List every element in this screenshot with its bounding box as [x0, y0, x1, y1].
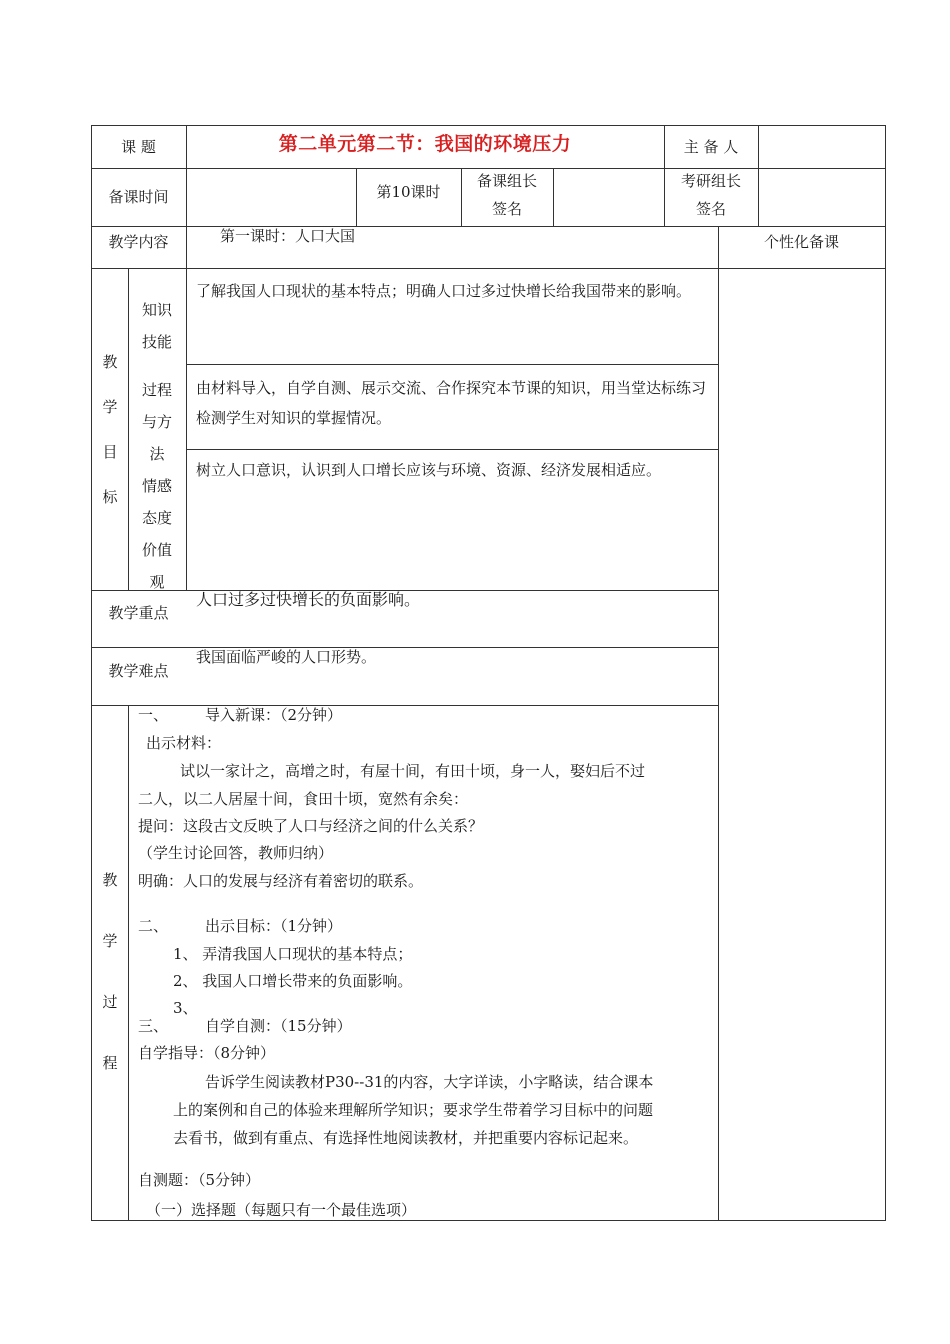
table-border	[91, 1220, 886, 1221]
section1-title: 导入新课：（2分钟）	[205, 706, 343, 724]
attitude-label-line: 价值	[141, 541, 172, 559]
key-point-label: 教学重点	[108, 604, 169, 622]
preparer-label: 主 备 人	[683, 138, 739, 156]
guide-line-3: 去看书，做到有重点、有选择性地阅读教材，并把重要内容标记起来。	[173, 1129, 639, 1147]
goal-item-3: 3、	[173, 999, 198, 1017]
process-method-label-line: 法	[149, 445, 165, 463]
content-value: 第一课时：人口大国	[220, 227, 356, 245]
objectives-char: 教	[102, 353, 118, 371]
table-border	[91, 268, 886, 269]
table-border	[718, 226, 719, 1221]
objectives-char: 标	[102, 488, 118, 506]
material-label: 出示材料：	[146, 734, 222, 752]
section2-title: 出示目标：（1分钟）	[205, 917, 343, 935]
difficulty-label: 教学难点	[108, 662, 169, 680]
goal-item-2: 2、 我国人口增长带来的负面影响。	[173, 972, 413, 990]
process-char: 过	[102, 993, 118, 1011]
section1-number: 一、	[138, 706, 169, 724]
table-border	[758, 125, 759, 227]
attitude-values-text: 树立人口意识，认识到人口增长应该与环境、资源、经济发展相适应。	[196, 461, 662, 479]
table-border	[553, 168, 554, 227]
section3-number: 三、	[138, 1017, 169, 1035]
research-leader-label	[664, 167, 758, 223]
selftest-title: 自测题：（5分钟）	[138, 1171, 261, 1189]
table-border	[91, 125, 886, 126]
clarification-line: 明确：人口的发展与经济有着密切的联系。	[138, 872, 424, 890]
teaching-process-label	[100, 850, 120, 1094]
group-leader-line2: 签名	[491, 200, 522, 218]
objectives-char: 学	[102, 398, 118, 416]
discussion-note: （学生讨论回答，教师归纳）	[138, 844, 334, 862]
guide-title: 自学指导：（8分钟）	[138, 1044, 276, 1062]
process-method-text: 由材料导入，自学自测、展示交流、合作探究本节课的知识，用当堂达标练习检测学生对知识的掌握情况。	[196, 379, 707, 427]
guide-line-2: 上的案例和自己的体验来理解所学知识；要求学生带着学习目标中的问题	[173, 1101, 654, 1119]
objectives-group-label	[100, 340, 120, 520]
process-char: 教	[102, 871, 118, 889]
question-line: 提问：这段古文反映了人口与经济之间的什么关系？	[138, 817, 484, 835]
research-leader-line1: 考研组长	[680, 172, 741, 190]
choice-section-title: （一）选择题（每题只有一个最佳选项）	[146, 1201, 417, 1219]
process-method-label-line: 过程	[141, 381, 172, 399]
attitude-label-line: 态度	[141, 509, 172, 527]
table-border	[128, 705, 129, 1221]
personal-notes-label: 个性化备课	[763, 233, 839, 251]
process-method-label	[128, 374, 186, 470]
table-border	[885, 125, 886, 1221]
section3-title: 自学自测：（15分钟）	[205, 1017, 352, 1035]
objectives-char: 目	[102, 443, 118, 461]
table-border	[91, 647, 719, 648]
difficulty-text: 我国面临严峻的人口形势。	[196, 648, 377, 666]
table-border	[186, 268, 187, 591]
goal-item-1: 1、 弄清我国人口现状的基本特点；	[173, 945, 413, 963]
lesson-title: 第二单元第二节：我国的环境压力	[278, 133, 572, 155]
content-label: 教学内容	[108, 233, 169, 251]
knowledge-label	[128, 294, 186, 358]
prep-time-label: 备课时间	[108, 188, 169, 206]
research-leader-line2: 签名	[695, 200, 726, 218]
topic-label: 课 题	[121, 138, 156, 156]
attitude-label-line: 情感	[141, 477, 172, 495]
period-number: 第10课时	[376, 183, 441, 201]
key-point-text: 人口过多过快增长的负面影响。	[196, 590, 421, 609]
section2-number: 二、	[138, 917, 169, 935]
process-char: 学	[102, 932, 118, 950]
group-leader-label	[461, 167, 553, 223]
guide-line-1: 告诉学生阅读教材P30--31的内容，大字详读，小字略读，结合课本	[205, 1073, 654, 1091]
table-border	[91, 226, 886, 227]
knowledge-label-line: 技能	[141, 333, 172, 351]
table-border	[91, 705, 719, 706]
table-border	[186, 449, 719, 450]
knowledge-label-line: 知识	[141, 301, 172, 319]
attitude-label-line: 观	[149, 573, 165, 591]
table-border	[186, 364, 719, 365]
attitude-values-label	[128, 470, 186, 598]
process-char: 程	[102, 1054, 118, 1072]
quote-line-2: 二人，以二人居屋十间，食田十顷，宽然有余矣：	[138, 790, 469, 808]
group-leader-line1: 备课组长	[476, 172, 537, 190]
process-method-label-line: 与方	[141, 413, 172, 431]
quote-line-1: 试以一家计之，高增之时，有屋十间，有田十顷，身一人，娶妇后不过	[180, 762, 646, 780]
knowledge-text: 了解我国人口现状的基本特点；明确人口过多过快增长给我国带来的影响。	[196, 282, 692, 300]
